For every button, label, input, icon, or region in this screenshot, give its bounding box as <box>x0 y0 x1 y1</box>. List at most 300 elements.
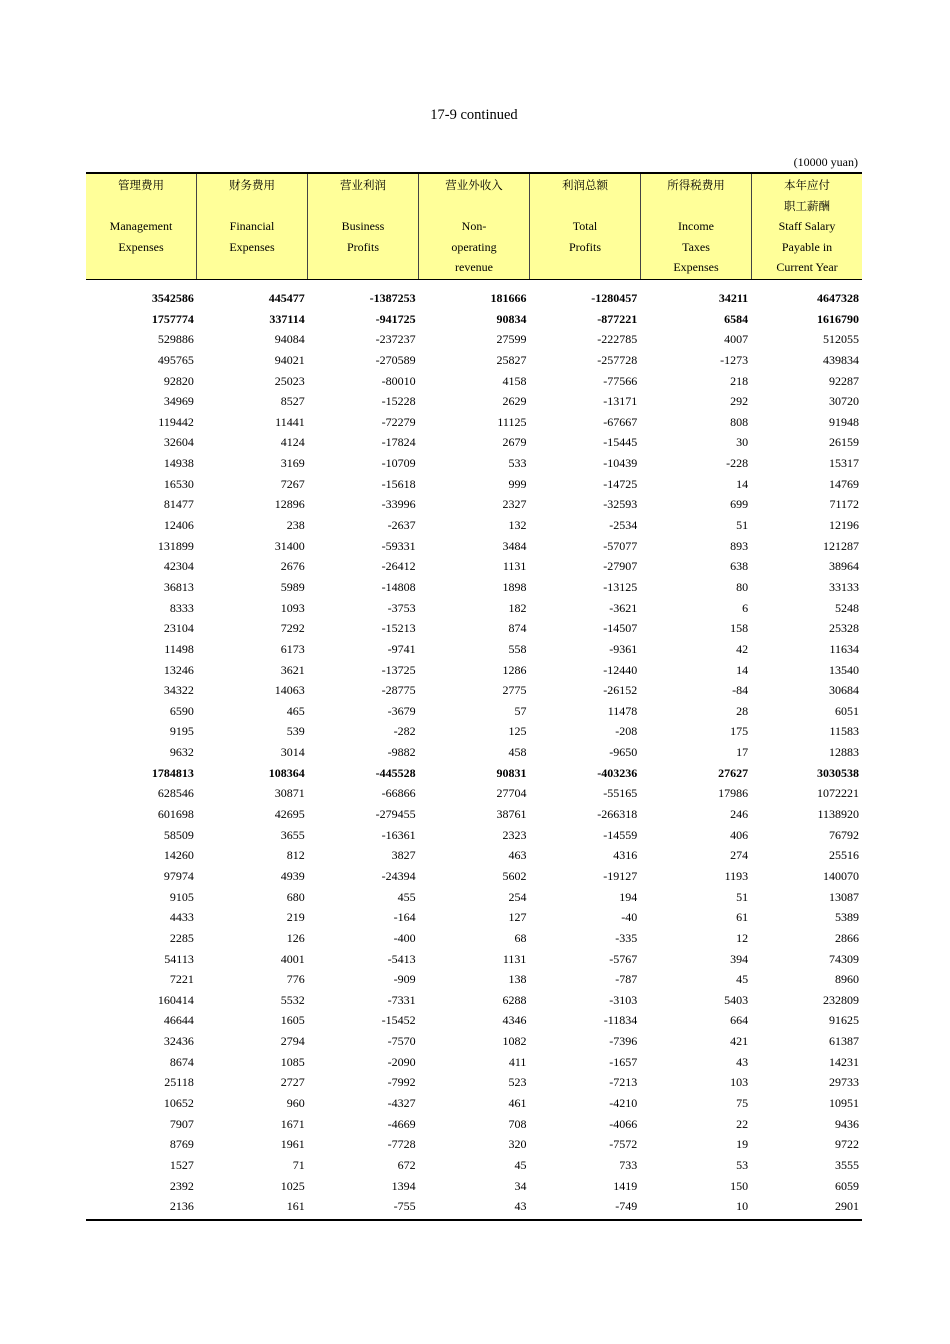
table-cell: 194 <box>619 889 638 904</box>
table-cell: 61 <box>736 910 749 925</box>
table-cell: 30 <box>736 435 749 450</box>
data-table <box>86 172 862 1217</box>
table-cell: -3679 <box>387 703 416 718</box>
table-cell: 708 <box>508 1116 527 1131</box>
table-cell: -282 <box>393 724 416 739</box>
table-cell: 874 <box>508 621 527 636</box>
table-cell: -3103 <box>609 992 638 1007</box>
column-header-en: Non- <box>461 219 487 234</box>
table-cell: 7221 <box>169 972 194 987</box>
table-row <box>86 536 862 557</box>
table-row <box>86 1010 862 1031</box>
table-cell: 4647328 <box>817 291 860 305</box>
table-cell: 6 <box>742 600 749 615</box>
table-cell: 43 <box>514 1199 527 1214</box>
table-row <box>86 432 862 453</box>
table-cell: 11498 <box>164 641 194 656</box>
table-cell: -10439 <box>603 456 638 471</box>
table-cell: 33133 <box>829 579 860 594</box>
table-cell: 30720 <box>829 394 860 409</box>
table-cell: 57 <box>514 703 527 718</box>
table-cell: 131899 <box>157 538 194 553</box>
table-cell: -15618 <box>381 476 416 491</box>
table-cell: -2534 <box>609 518 638 533</box>
table-cell: 51 <box>736 518 749 533</box>
table-row <box>86 660 862 681</box>
table-row <box>86 721 862 742</box>
table-cell: 27627 <box>718 765 749 780</box>
table-cell: 46644 <box>163 1013 194 1028</box>
table-cell: -67667 <box>603 414 638 429</box>
table-cell: -7992 <box>387 1075 416 1090</box>
table-cell: 1616790 <box>817 311 860 326</box>
table-cell: 1025 <box>280 1178 305 1193</box>
table-cell: 2136 <box>169 1199 194 1214</box>
table-cell: 25328 <box>829 621 860 636</box>
table-cell: 1286 <box>502 662 527 677</box>
table-row <box>86 969 862 990</box>
table-cell: 218 <box>730 373 749 388</box>
table-cell: -15213 <box>381 621 416 636</box>
table-cell: 14063 <box>274 683 305 698</box>
table-cell: 11583 <box>829 724 860 739</box>
table-cell: 76792 <box>829 827 860 842</box>
table-cell: 1784813 <box>151 765 194 780</box>
table-row <box>86 329 862 350</box>
column-header <box>418 174 529 279</box>
table-row <box>86 949 862 970</box>
table-cell: 15317 <box>829 456 860 471</box>
table-cell: 127 <box>508 910 527 925</box>
table-cell: 14260 <box>163 848 194 863</box>
header-spacer <box>530 196 640 217</box>
table-cell: -13125 <box>603 579 638 594</box>
table-cell: 5389 <box>835 910 860 925</box>
table-cell: 320 <box>508 1137 527 1152</box>
table-cell: 11441 <box>275 414 305 429</box>
header-spacer <box>308 196 418 217</box>
table-cell: 808 <box>730 414 749 429</box>
column-header-en: Expenses <box>118 239 164 254</box>
table-cell: 140070 <box>823 868 860 883</box>
table-row <box>86 1134 862 1155</box>
table-cell: 158 <box>730 621 749 636</box>
table-cell: 14231 <box>829 1054 860 1069</box>
table-cell: 19 <box>736 1137 749 1152</box>
column-header-zh: 营业利润 <box>340 178 386 192</box>
table-cell: -72279 <box>381 414 416 429</box>
table-cell: -66866 <box>381 786 416 801</box>
table-cell: -14507 <box>603 621 638 636</box>
table-cell: 3030538 <box>817 765 860 780</box>
table-cell: 638 <box>730 559 749 574</box>
table-cell: 81477 <box>163 497 194 512</box>
table-row <box>86 577 862 598</box>
table-cell: -59331 <box>381 538 416 553</box>
table-cell: 36813 <box>163 579 194 594</box>
table-cell: 3484 <box>502 538 527 553</box>
table-cell: 16530 <box>163 476 194 491</box>
table-cell: 42304 <box>163 559 194 574</box>
table-cell: 11634 <box>829 641 860 656</box>
table-cell: -15445 <box>603 435 638 450</box>
table-cell: 4316 <box>613 848 638 863</box>
table-row <box>86 391 862 412</box>
table-cell: 94084 <box>274 332 305 347</box>
table-row <box>86 742 862 763</box>
column-header <box>196 174 307 279</box>
table-cell: -9650 <box>609 745 638 760</box>
table-cell: 4001 <box>280 951 305 966</box>
table-cell: 3555 <box>835 1157 860 1172</box>
table-cell: 30684 <box>829 683 860 698</box>
table-cell: -24394 <box>381 868 416 883</box>
table-cell: 461 <box>508 1095 527 1110</box>
table-cell: 14 <box>736 476 749 491</box>
table-cell: -208 <box>615 724 638 739</box>
table-cell: 7267 <box>280 476 305 491</box>
table-cell: 2679 <box>502 435 527 450</box>
table-cell: 71 <box>292 1157 305 1172</box>
table-cell: 43 <box>736 1054 749 1069</box>
column-header-zh: 本年应付 <box>784 178 830 192</box>
table-row <box>86 907 862 928</box>
header-spacer <box>197 196 307 217</box>
table-body <box>86 280 862 1217</box>
table-cell: 495765 <box>157 352 194 367</box>
table-cell: 3542586 <box>151 291 194 305</box>
table-cell: 458 <box>508 745 527 760</box>
table-cell: -13171 <box>603 394 638 409</box>
table-cell: 2901 <box>835 1199 860 1214</box>
table-cell: -7331 <box>387 992 416 1007</box>
table-cell: 406 <box>730 827 749 842</box>
table-cell: 32436 <box>163 1034 194 1049</box>
table-cell: -57077 <box>603 538 638 553</box>
table-cell: -1657 <box>609 1054 638 1069</box>
table-cell: 1757774 <box>151 311 194 326</box>
table-cell: 42695 <box>274 807 305 822</box>
table-cell: 12 <box>736 930 749 945</box>
table-row <box>86 288 862 309</box>
table-cell: 121287 <box>823 538 860 553</box>
table-cell: 2323 <box>502 827 527 842</box>
column-header-en: Management <box>109 219 173 234</box>
column-header-en: Taxes <box>682 239 710 254</box>
table-cell: 523 <box>508 1075 527 1090</box>
table-cell: -15228 <box>381 394 416 409</box>
table-cell: 8769 <box>169 1137 194 1152</box>
table-cell: 25023 <box>274 373 305 388</box>
table-cell: 38964 <box>829 559 860 574</box>
table-cell: -16361 <box>381 827 416 842</box>
table-cell: 2727 <box>280 1075 305 1090</box>
table-cell: 5248 <box>835 600 860 615</box>
column-header-en: Staff Salary <box>778 219 836 234</box>
table-cell: -1280457 <box>591 291 638 305</box>
column-header-en: operating <box>451 239 497 254</box>
table-cell: 455 <box>397 889 416 904</box>
table-cell: -403236 <box>597 765 638 780</box>
table-header <box>86 174 862 280</box>
table-cell: -3621 <box>609 600 638 615</box>
table-cell: -26412 <box>381 559 416 574</box>
table-cell: 254 <box>508 889 527 904</box>
table-cell: -14725 <box>603 476 638 491</box>
table-cell: -55165 <box>603 786 638 801</box>
table-cell: 28 <box>736 703 749 718</box>
table-cell: -12440 <box>603 662 638 677</box>
table-cell: 1085 <box>280 1054 305 1069</box>
table-cell: 274 <box>730 848 749 863</box>
table-cell: 2629 <box>502 394 527 409</box>
table-cell: 54113 <box>164 951 194 966</box>
table-cell: -5767 <box>609 951 638 966</box>
table-cell: 960 <box>286 1095 305 1110</box>
table-cell: 68 <box>514 930 527 945</box>
column-header-en: Payable in <box>781 239 833 254</box>
table-cell: 13540 <box>829 662 860 677</box>
table-cell: -1273 <box>720 352 749 367</box>
table-cell: 999 <box>508 476 527 491</box>
table-cell: -7728 <box>387 1137 416 1152</box>
table-cell: 27704 <box>496 786 527 801</box>
table-cell: 34211 <box>718 291 749 305</box>
table-cell: -7213 <box>609 1075 638 1090</box>
table-cell: -257728 <box>597 352 638 367</box>
table-cell: -164 <box>393 910 416 925</box>
table-cell: -3753 <box>387 600 416 615</box>
table-cell: -15452 <box>381 1013 416 1028</box>
table-cell: 91625 <box>829 1013 860 1028</box>
table-row <box>86 845 862 866</box>
table-row <box>86 1072 862 1093</box>
table-cell: -445528 <box>375 765 416 780</box>
table-row <box>86 783 862 804</box>
column-header <box>307 174 418 279</box>
table-cell: 61387 <box>829 1034 860 1049</box>
table-row <box>86 494 862 515</box>
table-bottom-rule <box>86 1219 862 1221</box>
table-cell: 733 <box>619 1157 638 1172</box>
table-cell: 126 <box>286 930 305 945</box>
table-cell: 2392 <box>169 1178 194 1193</box>
table-cell: 30871 <box>274 786 305 801</box>
table-row <box>86 866 862 887</box>
table-cell: -40 <box>621 910 638 925</box>
table-cell: -4210 <box>609 1095 638 1110</box>
table-cell: 812 <box>286 848 305 863</box>
table-row <box>86 412 862 433</box>
table-cell: 8960 <box>835 972 860 987</box>
table-cell: 1072221 <box>817 786 860 801</box>
header-spacer <box>86 196 196 217</box>
table-cell: 12883 <box>829 745 860 760</box>
table-cell: -279455 <box>375 807 416 822</box>
column-header-zh: 营业外收入 <box>445 178 503 192</box>
table-cell: 1605 <box>280 1013 305 1028</box>
table-cell: 238 <box>286 518 305 533</box>
table-cell: 2866 <box>835 930 860 945</box>
column-header-zh: 所得税费用 <box>667 178 725 192</box>
table-cell: 421 <box>730 1034 749 1049</box>
table-cell: 14769 <box>829 476 860 491</box>
table-cell: 2794 <box>280 1034 305 1049</box>
table-cell: -7572 <box>609 1137 638 1152</box>
table-cell: -77566 <box>603 373 638 388</box>
table-cell: 161 <box>286 1199 305 1214</box>
table-cell: 512055 <box>823 332 860 347</box>
table-cell: 13087 <box>829 889 860 904</box>
table-cell: -7570 <box>387 1034 416 1049</box>
table-cell: 529886 <box>157 332 194 347</box>
table-cell: 1671 <box>280 1116 305 1131</box>
column-header <box>751 174 862 279</box>
table-cell: 38761 <box>496 807 527 822</box>
column-header-en: Profits <box>346 239 379 254</box>
table-row <box>86 598 862 619</box>
table-cell: -877221 <box>597 311 638 326</box>
table-cell: 9632 <box>169 745 194 760</box>
table-cell: 4124 <box>280 435 305 450</box>
table-cell: -9741 <box>387 641 416 656</box>
table-cell: -270589 <box>375 352 416 367</box>
table-cell: 445477 <box>268 291 305 305</box>
table-cell: 90834 <box>496 311 527 326</box>
table-row <box>86 515 862 536</box>
table-cell: 1093 <box>280 600 305 615</box>
table-cell: -400 <box>393 930 416 945</box>
table-cell: 71172 <box>829 497 860 512</box>
table-cell: 25516 <box>829 848 860 863</box>
table-row <box>86 1052 862 1073</box>
table-cell: 45 <box>514 1157 527 1172</box>
table-cell: -26152 <box>603 683 638 698</box>
table-cell: 31400 <box>274 538 305 553</box>
table-cell: 75 <box>736 1095 749 1110</box>
table-cell: 8333 <box>169 600 194 615</box>
table-cell: 12406 <box>163 518 194 533</box>
table-row <box>86 680 862 701</box>
column-header-zh: 职工薪酬 <box>784 198 830 213</box>
table-cell: 27599 <box>496 332 527 347</box>
table-row <box>86 474 862 495</box>
table-cell: 5403 <box>724 992 749 1007</box>
table-cell: 17986 <box>718 786 749 801</box>
table-cell: -17824 <box>381 435 416 450</box>
table-cell: 10 <box>736 1199 749 1214</box>
table-cell: 463 <box>508 848 527 863</box>
column-header-en: Expenses <box>673 260 719 275</box>
table-cell: 3014 <box>280 745 305 760</box>
table-cell: 8527 <box>280 394 305 409</box>
table-row <box>86 804 862 825</box>
column-header <box>529 174 640 279</box>
table-row <box>86 825 862 846</box>
table-row <box>86 990 862 1011</box>
table-cell: 150 <box>730 1178 749 1193</box>
table-cell: -13725 <box>381 662 416 677</box>
table-cell: 4346 <box>502 1013 527 1028</box>
column-header-en: Business <box>341 219 385 234</box>
table-cell: 1527 <box>169 1157 194 1172</box>
table-cell: 53 <box>736 1157 749 1172</box>
table-cell: 45 <box>736 972 749 987</box>
table-cell: -4066 <box>609 1116 638 1131</box>
table-row <box>86 887 862 908</box>
table-cell: 1898 <box>502 579 527 594</box>
table-cell: 6288 <box>502 992 527 1007</box>
table-cell: 5989 <box>280 579 305 594</box>
table-cell: -32593 <box>603 497 638 512</box>
table-cell: -11834 <box>603 1013 638 1028</box>
table-cell: 17 <box>736 745 749 760</box>
column-header-en: Total <box>572 219 598 234</box>
table-cell: 97974 <box>163 868 194 883</box>
table-cell: -266318 <box>597 807 638 822</box>
table-cell: -84 <box>732 683 749 698</box>
table-row <box>86 1114 862 1135</box>
table-cell: 26159 <box>829 435 860 450</box>
unit-label: (10000 yuan) <box>793 155 858 169</box>
table-cell: 91948 <box>829 414 860 429</box>
table-cell: 292 <box>730 394 749 409</box>
table-cell: 23104 <box>163 621 194 636</box>
table-cell: 699 <box>730 497 749 512</box>
table-row <box>86 1196 862 1217</box>
table-cell: 103 <box>730 1075 749 1090</box>
table-cell: 1419 <box>613 1178 638 1193</box>
table-cell: 3169 <box>280 456 305 471</box>
table-cell: 4433 <box>169 910 194 925</box>
table-cell: -335 <box>615 930 638 945</box>
table-cell: 11478 <box>607 703 638 718</box>
table-cell: 1131 <box>502 951 527 966</box>
table-cell: 108364 <box>268 765 305 780</box>
table-cell: 1138920 <box>817 807 860 822</box>
table-cell: -10709 <box>381 456 416 471</box>
table-cell: -7396 <box>609 1034 638 1049</box>
table-cell: 246 <box>730 807 749 822</box>
column-header-en: Income <box>678 219 714 234</box>
column-header-en: Financial <box>229 219 275 234</box>
table-cell: 9436 <box>835 1116 860 1131</box>
table-row <box>86 1093 862 1114</box>
table-cell: 175 <box>730 724 749 739</box>
table-row <box>86 453 862 474</box>
table-cell: -2090 <box>387 1054 416 1069</box>
table-cell: -9882 <box>387 745 416 760</box>
column-header-zh: 管理费用 <box>118 178 164 192</box>
table-cell: 125 <box>508 724 527 739</box>
table-row <box>86 350 862 371</box>
table-row <box>86 371 862 392</box>
table-row <box>86 1176 862 1197</box>
header-spacer <box>419 196 529 217</box>
table-cell: -222785 <box>597 332 638 347</box>
table-cell: 58509 <box>163 827 194 842</box>
table-cell: 181666 <box>490 291 527 305</box>
table-cell: 6590 <box>169 703 194 718</box>
table-cell: 3655 <box>280 827 305 842</box>
table-cell: -9361 <box>609 641 638 656</box>
table-cell: 1961 <box>280 1137 305 1152</box>
table-cell: 34322 <box>163 683 194 698</box>
table-cell: 10652 <box>163 1095 194 1110</box>
table-cell: 2285 <box>169 930 194 945</box>
table-cell: 9195 <box>169 724 194 739</box>
table-cell: 219 <box>286 910 305 925</box>
